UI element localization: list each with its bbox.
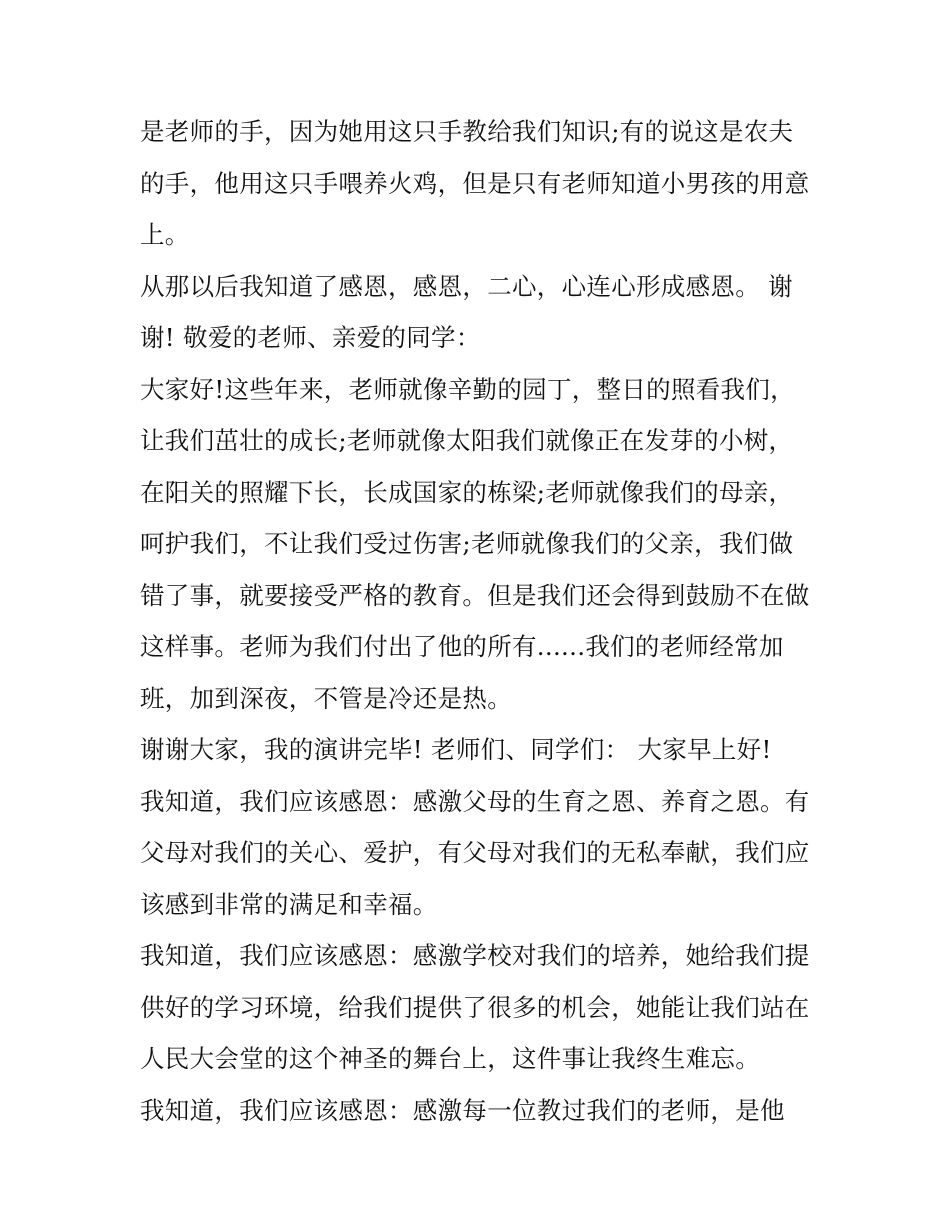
text-line-3: 上。 bbox=[140, 220, 190, 249]
text-line-20: 我知道，我们应该感恩：感激每一位教过我们的老师，是他 bbox=[140, 1095, 785, 1125]
text-line-8: 在阳关的照耀下长，长成国家的栋梁;老师就像我们的母亲， bbox=[140, 477, 794, 507]
text-line-1: 是老师的手，因为她用这只手教给我们知识;有的说这是农夫 bbox=[140, 117, 794, 146]
text-line-9: 呵护我们，不让我们受过伤害;老师就像我们的父亲，我们做 bbox=[140, 529, 794, 558]
text-line-15: 父母对我们的关心、爱护，有父母对我们的无私奉献，我们应 bbox=[140, 838, 810, 867]
text-line-6: 大家好!这些年来，老师就像辛勤的园丁，整日的照看我们， bbox=[140, 374, 795, 404]
text-line-17: 我知道，我们应该感恩：感激学校对我们的培养，她给我们提 bbox=[140, 941, 810, 970]
text-line-19: 人民大会堂的这个神圣的舞台上，这件事让我终生难忘。 bbox=[140, 1044, 760, 1073]
text-line-13: 谢谢大家，我的演讲完毕! 老师们、同学们： 大家早上好! bbox=[140, 735, 772, 764]
text-line-10: 错了事，就要接受严格的教育。但是我们还会得到鼓励不在做 bbox=[140, 580, 810, 610]
text-line-2: 的手，他用这只手喂养火鸡，但是只有老师知道小男孩的用意 bbox=[140, 168, 810, 198]
text-line-14: 我知道，我们应该感恩：感激父母的生育之恩、养育之恩。有 bbox=[140, 786, 810, 816]
body-text bbox=[140, 106, 830, 1136]
text-line-12: 班，加到深夜，不管是冷还是热。 bbox=[140, 683, 512, 713]
text-line-18: 供好的学习环境，给我们提供了很多的机会，她能让我们站在 bbox=[140, 992, 810, 1022]
text-line-5: 谢! 敬爱的老师、亲爱的同学： bbox=[140, 323, 481, 352]
text-line-7: 让我们茁壮的成长;老师就像太阳我们就像正在发芽的小树， bbox=[140, 426, 794, 455]
text-line-4: 从那以后我知道了感恩，感恩，二心，心连心形成感恩。 谢 bbox=[140, 271, 793, 301]
text-line-16: 该感到非常的满足和幸福。 bbox=[140, 889, 438, 919]
text-line-11: 这样事。老师为我们付出了他的所有......我们的老师经常加 bbox=[140, 632, 784, 661]
